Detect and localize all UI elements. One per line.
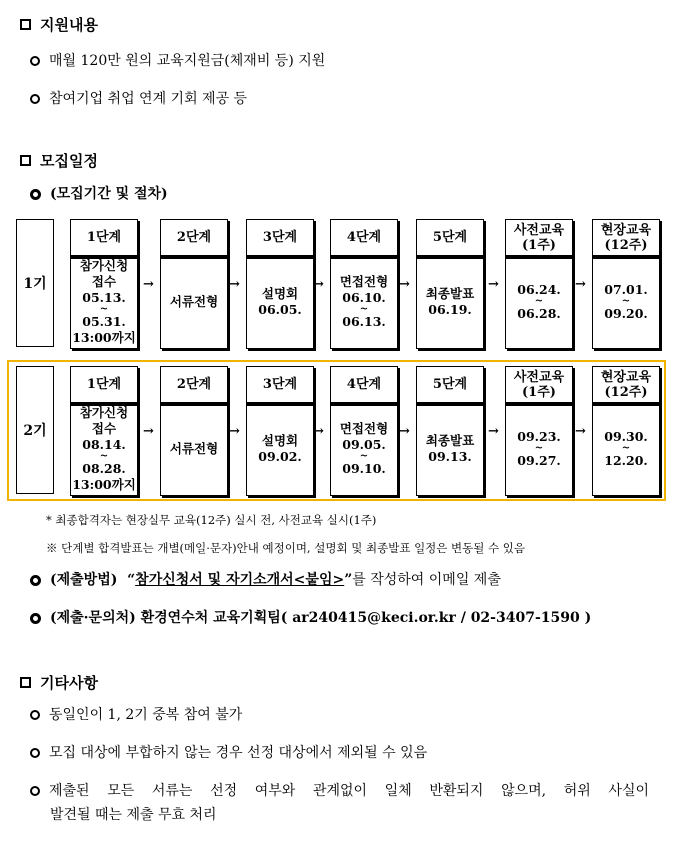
list-item: 참여기업 취업 연계 기회 제공 등 (30, 87, 247, 111)
list-item-continued: 발견될 때는 제출 무효 처리 (50, 807, 217, 823)
step-box (505, 366, 573, 496)
list-item: 동일인이 1, 2기 중복 참여 불가 (30, 703, 242, 727)
section-other-title: 기타사항 (20, 672, 98, 693)
step-body (161, 256, 227, 348)
submission-method: (제출방법) “ 참가신청서 및 자기소개서<붙임> ” 를 작성하여 이메일 제출 (30, 568, 501, 592)
step-line: 참가신청 (79, 258, 129, 273)
step-line: 최종발표 (425, 286, 475, 301)
step-line: ~ (534, 296, 544, 307)
arrow-right-icon: → (229, 277, 240, 292)
arrow-right-icon: → (575, 424, 586, 439)
step-head: 1단계 (71, 367, 137, 403)
step-head: 4단계 (331, 220, 397, 256)
step-line: 참가신청 (79, 405, 129, 420)
step-line: 06.28. (517, 306, 561, 321)
step-line: 서류전형 (169, 294, 219, 309)
step-box (246, 366, 314, 496)
arrow-right-icon: → (399, 424, 410, 439)
step-line: 09.05. (342, 437, 386, 452)
step-box (416, 366, 484, 496)
step-line: 09.23. (517, 429, 561, 444)
step-head: 현장교육 (12주) (593, 220, 659, 256)
step-line: 08.14. (82, 437, 126, 452)
circle-bullet-icon (30, 748, 40, 758)
circle-bullet-icon (30, 575, 41, 586)
step-line: 07.01. (604, 282, 648, 297)
step-line: 최종발표 (425, 433, 475, 448)
submission-document: 참가신청서 및 자기소개서<붙임> (135, 572, 345, 588)
step-head: 사전교육 (1주) (506, 220, 572, 256)
step-line: 설명회 (261, 286, 299, 301)
step-line: 09.13. (428, 449, 472, 464)
arrow-right-icon: → (575, 277, 586, 292)
arrow-right-icon: → (399, 277, 410, 292)
step-line: ~ (621, 296, 631, 307)
step-line: 09.30. (604, 429, 648, 444)
section-schedule-title: 모집일정 (20, 150, 98, 171)
step-line: 09.27. (517, 453, 561, 468)
step-body (593, 256, 659, 348)
step-body (506, 403, 572, 495)
submission-contact: (제출·문의처) 환경연수처 교육기획팀( ar240415@keci.or.kr / 02-3407-1590 ) (30, 606, 591, 630)
step-box (70, 366, 138, 496)
step-line: 08.28. (82, 461, 126, 476)
step-line: 06.19. (428, 302, 472, 317)
arrow-right-icon: → (143, 424, 154, 439)
step-box (246, 219, 314, 349)
step-line: 서류전형 (169, 441, 219, 456)
step-head: 3단계 (247, 367, 313, 403)
step-box (330, 366, 398, 496)
step-body (417, 403, 483, 495)
arrow-right-icon: → (313, 424, 324, 439)
term-label: 1기 (16, 219, 54, 347)
step-line: 13:00까지 (72, 330, 136, 345)
step-head: 2단계 (161, 220, 227, 256)
step-body (247, 403, 313, 495)
step-line: 09.02. (258, 449, 302, 464)
step-body (417, 256, 483, 348)
step-body (247, 256, 313, 348)
step-box (592, 366, 660, 496)
step-head: 2단계 (161, 367, 227, 403)
list-item: 제출된 모든 서류는 선정 여부와 관계없이 일체 반환되지 않으며, 허위 사실이 (30, 779, 660, 803)
step-head: 5단계 (417, 367, 483, 403)
step-line: ~ (621, 443, 631, 454)
arrow-right-icon: → (488, 424, 499, 439)
schedule-subtitle: (모집기간 및 절차) (30, 182, 168, 206)
step-line: 06.24. (517, 282, 561, 297)
circle-bullet-icon (30, 94, 40, 104)
step-head: 5단계 (417, 220, 483, 256)
step-line: 접수 (91, 274, 117, 289)
step-head: 3단계 (247, 220, 313, 256)
arrow-right-icon: → (313, 277, 324, 292)
step-line: ~ (359, 451, 369, 462)
list-item: 모집 대상에 부합하지 않는 경우 선정 대상에서 제외될 수 있음 (30, 741, 427, 765)
step-line: 09.20. (604, 306, 648, 321)
step-body (506, 256, 572, 348)
circle-bullet-icon (30, 189, 41, 200)
step-line: ~ (99, 451, 109, 462)
step-line: 05.31. (82, 314, 126, 329)
step-line: 09.10. (342, 461, 386, 476)
note-2: ※ 단계별 합격발표는 개별(메일·문자)안내 예정이며, 설명회 및 최종발표 일정은 변동될 수 있음 (46, 541, 526, 555)
step-line: 06.10. (342, 290, 386, 305)
step-box (416, 219, 484, 349)
contact-info: 환경연수처 교육기획팀( ar240415@keci.or.kr / 02-3407-1590 ) (140, 610, 592, 626)
step-box (160, 366, 228, 496)
circle-bullet-icon (30, 786, 40, 796)
step-line: 05.13. (82, 290, 126, 305)
checkbox-square-icon (20, 155, 31, 166)
step-body (593, 403, 659, 495)
step-box (330, 219, 398, 349)
step-body (71, 256, 137, 348)
step-head: 1단계 (71, 220, 137, 256)
step-line: 06.05. (258, 302, 302, 317)
checkbox-square-icon (20, 677, 31, 688)
step-box (160, 219, 228, 349)
checkbox-square-icon (20, 19, 31, 30)
step-line: 12.20. (604, 453, 648, 468)
circle-bullet-icon (30, 56, 40, 66)
step-body (71, 403, 137, 495)
step-head: 사전교육 (1주) (506, 367, 572, 403)
step-line: ~ (99, 304, 109, 315)
step-line: ~ (534, 443, 544, 454)
step-box (592, 219, 660, 349)
step-body (331, 256, 397, 348)
step-box (70, 219, 138, 349)
step-line: 접수 (91, 421, 117, 436)
step-line: 06.13. (342, 314, 386, 329)
arrow-right-icon: → (488, 277, 499, 292)
note-1: * 최종합격자는 현장실무 교육(12주) 실시 전, 사전교육 실시(1주) (46, 513, 377, 527)
step-line: 면접전형 (339, 274, 389, 289)
step-line: 설명회 (261, 433, 299, 448)
step-line: ~ (359, 304, 369, 315)
step-body (331, 403, 397, 495)
step-head: 현장교육 (12주) (593, 367, 659, 403)
circle-bullet-icon (30, 613, 41, 624)
arrow-right-icon: → (143, 277, 154, 292)
step-body (161, 403, 227, 495)
section-support-title: 지원내용 (20, 14, 98, 35)
step-box (505, 219, 573, 349)
step-line: 13:00까지 (72, 477, 136, 492)
step-line: 면접전형 (339, 421, 389, 436)
term-label: 2기 (16, 366, 54, 494)
arrow-right-icon: → (229, 424, 240, 439)
step-head: 4단계 (331, 367, 397, 403)
circle-bullet-icon (30, 710, 40, 720)
list-item: 매월 120만 원의 교육지원금(체재비 등) 지원 (30, 49, 325, 73)
